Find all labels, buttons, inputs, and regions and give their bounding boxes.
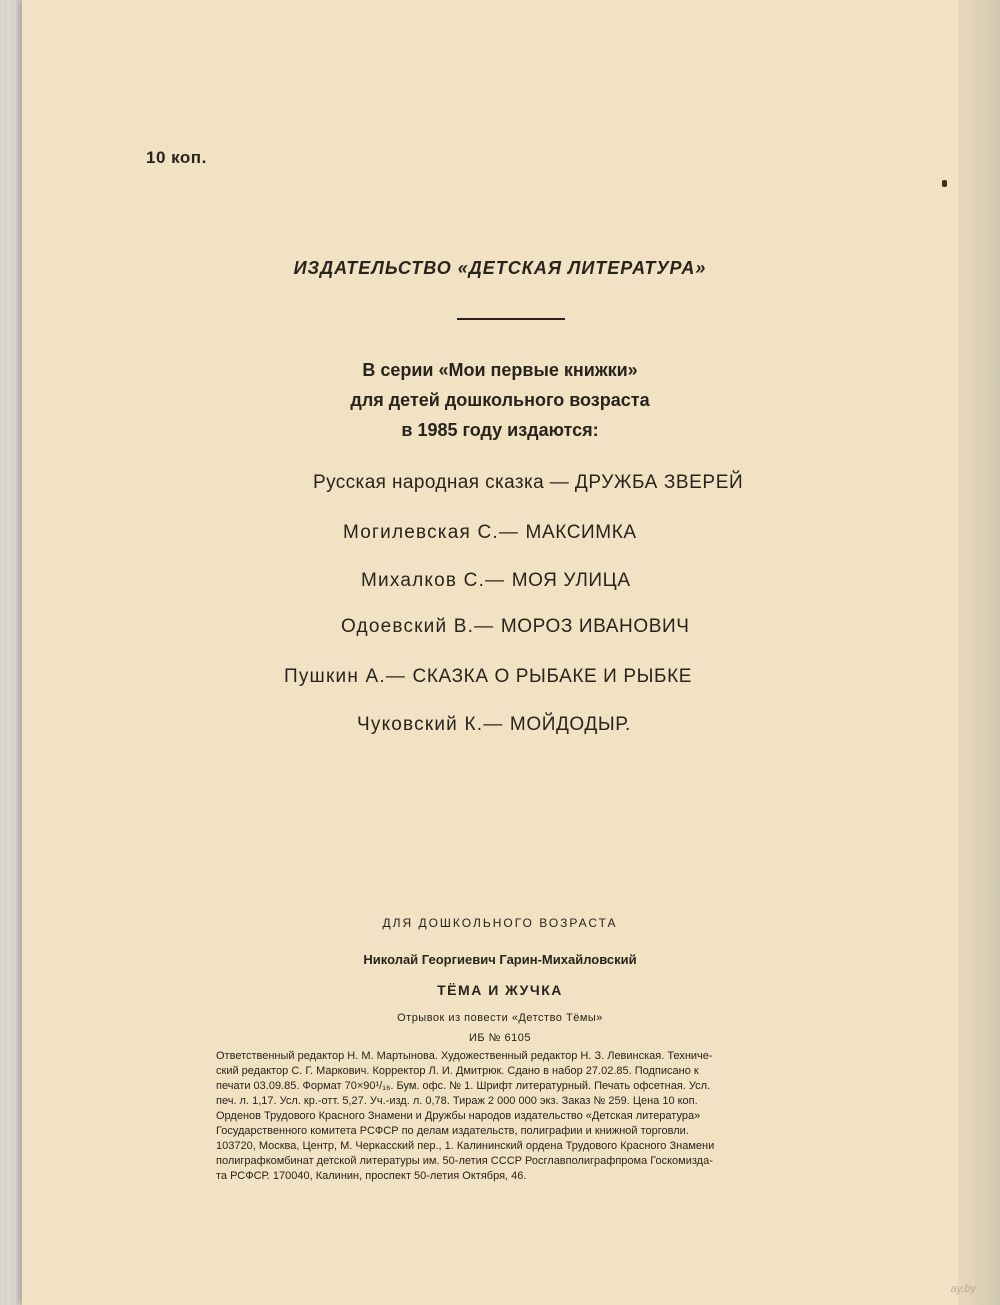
imprint-line: печати 03.09.85. Формат 70×90¹/₁₆. Бум. офс. № 1. Шрифт литературный. Печать офсетная. Усл. [216,1080,711,1092]
divider-rule [457,318,565,320]
ib-number: ИБ № 6105 [468,1032,531,1044]
price-label: 10 коп. [146,148,207,167]
book-author: Одоевский В.— [341,616,495,637]
book-author: Михалков С.— [361,570,506,591]
page-edge [958,0,1000,1305]
colophon-title: ТЁМА И ЖУЧКА [437,982,563,998]
book-list-item [343,522,637,544]
book-title: МОРОЗ ИВАНОВИЧ [500,616,690,637]
book-author: Чуковский К.— [357,714,504,735]
series-line: в 1985 году издаются: [401,420,599,440]
imprint-line: Ответственный редактор Н. М. Мартынова. Художественный редактор Н. З. Левинская. Техниче- [216,1050,713,1062]
series-line: В серии «Мои первые книжки» [362,360,638,380]
book-title: СКАЗКА О РЫБАКЕ И РЫБКЕ [412,666,693,687]
excerpt-note: Отрывок из повести «Детство Тёмы» [397,1012,603,1024]
imprint-line: Орденов Трудового Красного Знамени и Дружбы народов издательство «Детская литература» [216,1110,701,1122]
imprint-line: ский редактор С. Г. Маркович. Корректор Л. И. Дмитрюк. Сдано в набор 27.02.85. Подписано к [216,1065,699,1077]
publisher-heading: ИЗДАТЕЛЬСТВО «ДЕТСКАЯ ЛИТЕРАТУРА» [293,258,707,278]
book-author: Могилевская С.— [343,522,520,543]
imprint-line: печ. л. 1,17. Усл. кр.-отт. 5,27. Уч.-изд. л. 0,78. Тираж 2 000 000 экз. Заказ № 259. Цена 10 коп. [216,1095,698,1107]
imprint-line: 103720, Москва, Центр, М. Черкасский пер., 1. Калининский ордена Трудового Красного Знамени [216,1140,715,1152]
imprint-line: Государственного комитета РСФСР по делам издательств, полиграфии и книжной торговли. [216,1125,689,1137]
book-title: МОЙДОДЫР. [509,714,631,735]
book-list-item [357,714,631,736]
imprint-line: та РСФСР. 170040, Калинин, проспект 50-летия Октября, 46. [216,1170,527,1182]
book-title: МОЯ УЛИЦА [511,570,631,591]
book-author: Пушкин А.— [284,666,407,687]
book-list-item [341,616,690,638]
book-title: МАКСИМКА [525,522,637,543]
imprint-block [216,1049,778,1184]
age-group-label: ДЛЯ ДОШКОЛЬНОГО ВОЗРАСТА [382,916,618,930]
ink-mark [942,180,947,187]
book-author: Русская народная сказка — [313,472,570,493]
series-announcement [0,355,1000,445]
colophon-author: Николай Георгиевич Гарин-Михайловский [363,952,637,967]
book-title: ДРУЖБА ЗВЕРЕЙ [574,472,744,493]
watermark-text: ay.by [950,1283,976,1295]
imprint-line: полиграфкомбинат детской литературы им. 50-летия СССР Росглавполиграфпрома Госкомизда- [216,1155,713,1167]
book-list-item [361,570,631,592]
book-list-item [284,666,692,688]
series-line: для детей дошкольного возраста [350,390,650,410]
book-list-item [313,472,743,494]
